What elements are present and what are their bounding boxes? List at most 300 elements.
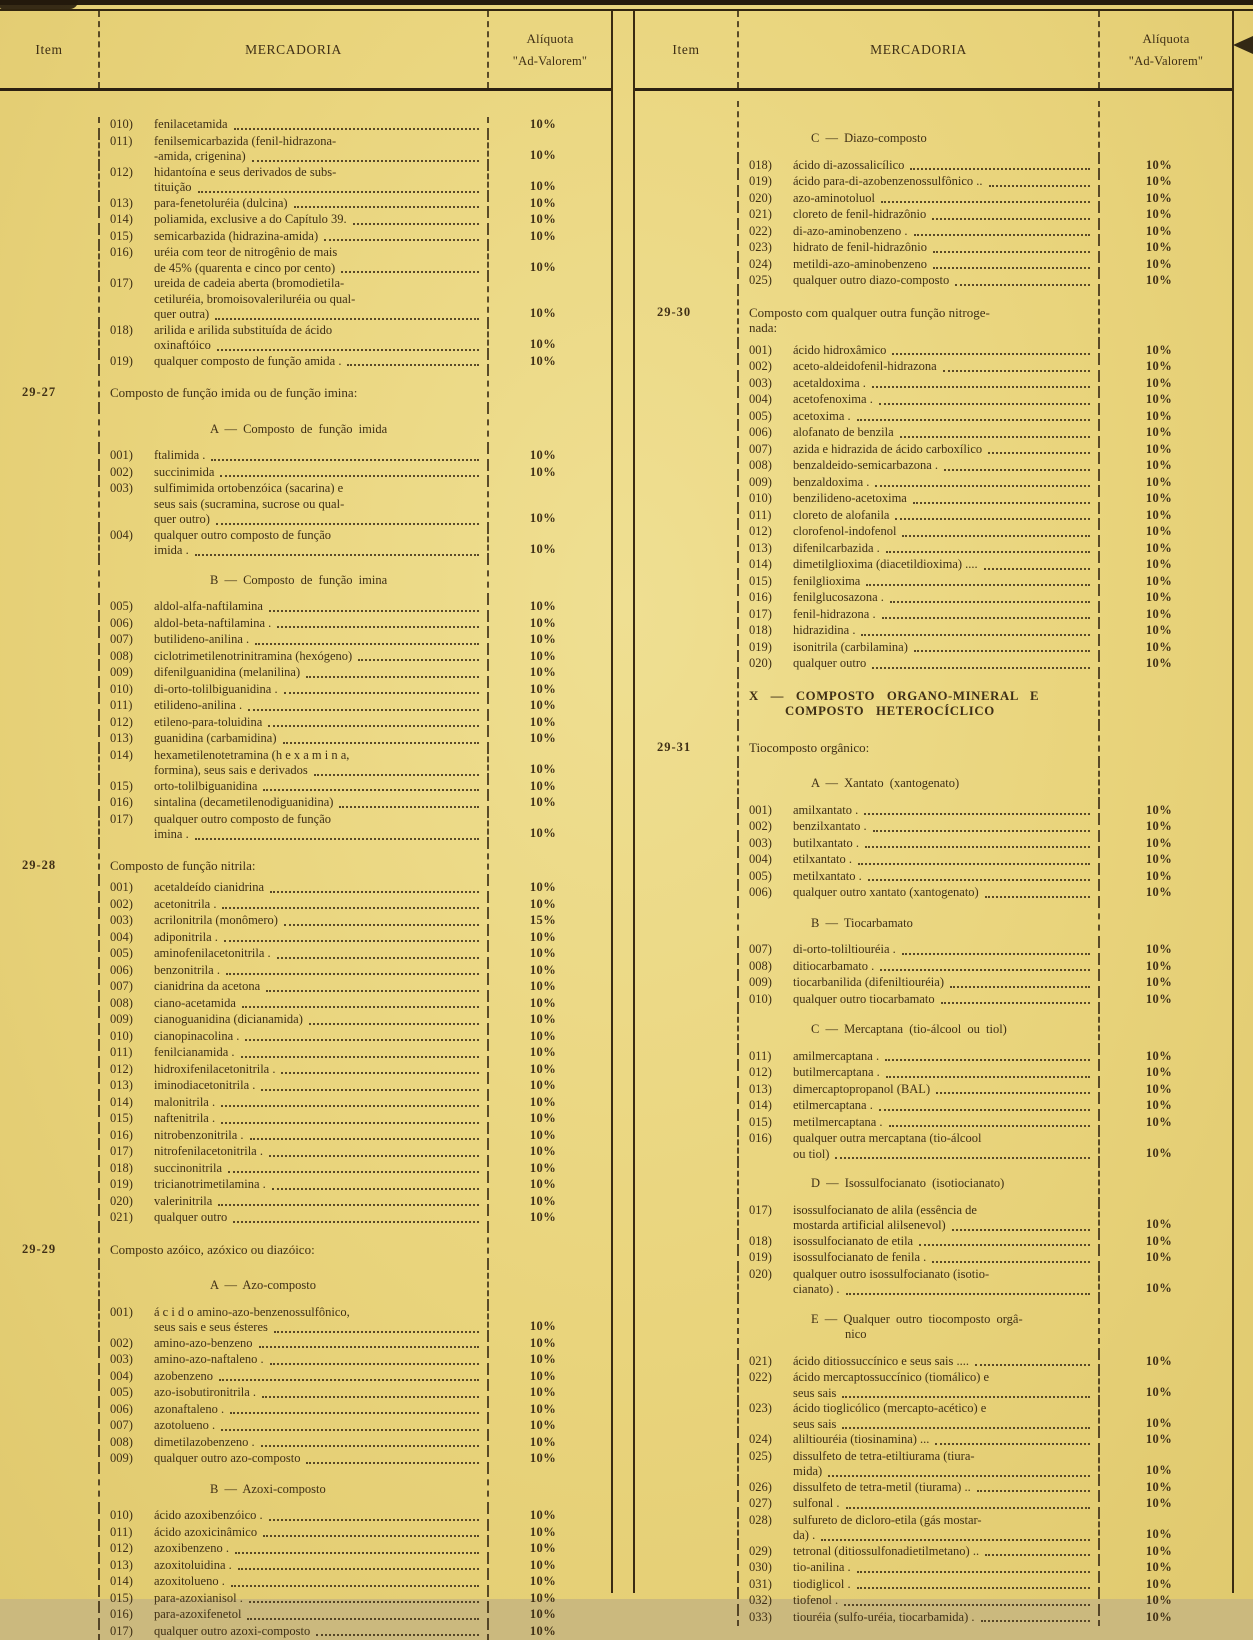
mercadoria-cell — [100, 559, 489, 600]
entry-line-text: dimetilglioxima (diacetildioxima) .... — [793, 557, 978, 573]
rate-cell — [489, 323, 611, 354]
dot-leader — [885, 1059, 1090, 1061]
rate-cell — [1100, 1049, 1232, 1066]
table-entry — [110, 1558, 481, 1574]
item-code-cell — [0, 649, 100, 666]
rate-value: 10% — [1146, 257, 1172, 273]
entry-line-text: isossulfocianato de etila — [793, 1234, 913, 1250]
item-code-cell — [635, 359, 739, 376]
entry-line-text: aliltiouréia (tiosinamina) ... — [793, 1432, 929, 1448]
table-entry — [749, 1449, 1092, 1480]
item-code-cell — [0, 1336, 100, 1353]
item-code-cell — [0, 1385, 100, 1402]
entry-text — [793, 869, 1092, 885]
table-row — [635, 1049, 1232, 1066]
entry-code: 020) — [749, 191, 793, 207]
table-entry — [110, 682, 481, 698]
table-row — [0, 632, 611, 649]
rate-value: 10% — [1146, 975, 1172, 991]
rate-cell — [1100, 1065, 1232, 1082]
mercadoria-cell — [739, 1098, 1100, 1115]
entry-line — [793, 425, 1092, 441]
entry-code: 002) — [749, 359, 793, 375]
mercadoria-cell — [100, 196, 489, 213]
entry-line — [154, 1369, 481, 1385]
table-entry — [110, 323, 481, 354]
entry-text — [154, 1574, 481, 1590]
entry-text — [154, 812, 481, 843]
dot-leader — [269, 1155, 479, 1157]
rate-value: 10% — [1146, 640, 1172, 656]
entry-line-text: fenil-hidrazona . — [793, 607, 876, 623]
entry-line-text: aceto-aldeidofenil-hidrazona — [793, 359, 937, 375]
rate-value: 10% — [530, 1210, 556, 1226]
item-code-cell — [0, 1624, 100, 1640]
section-title: Composto de função nitrila: — [110, 858, 481, 874]
table-entry — [749, 1098, 1092, 1114]
table-row — [635, 1496, 1232, 1513]
dot-leader — [272, 1188, 479, 1190]
entry-code: 008) — [110, 649, 154, 665]
rate-cell — [1100, 392, 1232, 409]
entry-line-text: cianopinacolina . — [154, 1029, 239, 1045]
dot-leader — [861, 634, 1090, 636]
table-entry — [110, 1435, 481, 1451]
entry-text — [154, 731, 481, 747]
entry-line — [154, 1624, 481, 1640]
dot-leader — [262, 1396, 479, 1398]
mercadoria-cell — [100, 665, 489, 682]
mercadoria-cell — [739, 458, 1100, 475]
entry-line-text: isossulfocianato de fenila . — [793, 1250, 926, 1266]
dot-leader — [198, 191, 480, 193]
mercadoria-cell — [739, 1234, 1100, 1251]
rate-value: 10% — [530, 1574, 556, 1590]
entry-code: 033) — [749, 1610, 793, 1626]
entry-text — [154, 779, 481, 795]
table-row — [0, 1435, 611, 1452]
entry-code: 016) — [110, 1128, 154, 1144]
entry-code: 015) — [110, 779, 154, 795]
dot-leader — [339, 806, 479, 808]
entry-text — [793, 1544, 1092, 1560]
entry-text — [793, 191, 1092, 207]
entry-line-text: fenilcianamida . — [154, 1045, 235, 1061]
table-entry — [110, 1352, 481, 1368]
entry-line-text: butilxantato . — [793, 836, 859, 852]
mercadoria-cell — [739, 392, 1100, 409]
dot-leader — [284, 692, 479, 694]
entry-code: 014) — [110, 1574, 154, 1590]
subheading-row — [0, 559, 611, 600]
entry-line-text: etilxantato . — [793, 852, 852, 868]
entry-code: 015) — [749, 574, 793, 590]
item-code-cell — [0, 528, 100, 559]
mercadoria-cell — [100, 1574, 489, 1591]
rate-value: 10% — [1146, 803, 1172, 819]
mercadoria-cell — [739, 942, 1100, 959]
entry-text — [793, 1370, 1092, 1401]
table-row — [0, 1305, 611, 1336]
entry-line — [793, 343, 1092, 359]
dot-leader — [857, 1571, 1090, 1573]
rate-cell — [1100, 240, 1232, 257]
table-entry — [749, 885, 1092, 901]
entry-text — [793, 836, 1092, 852]
entry-code: 009) — [110, 1451, 154, 1467]
rate-value: 10% — [530, 212, 556, 228]
entry-line — [793, 1082, 1092, 1098]
entry-line — [793, 942, 1092, 958]
table-body — [635, 91, 1232, 1626]
entry-text — [154, 1194, 481, 1210]
entry-line-text: amilxantato . — [793, 803, 858, 819]
rate-cell — [489, 370, 611, 408]
subheading-text: B — Azoxi-composto — [110, 1482, 481, 1498]
dot-leader — [919, 1244, 1090, 1246]
entry-line — [154, 512, 481, 528]
entry-code: 008) — [110, 996, 154, 1012]
dot-leader — [277, 957, 479, 959]
rate-value: 10% — [530, 1095, 556, 1111]
mercadoria-cell — [739, 273, 1100, 290]
table-row — [0, 963, 611, 980]
entry-line-text: para-azoxifenetol — [154, 1607, 241, 1623]
entry-text — [793, 607, 1092, 623]
entry-text — [154, 632, 481, 648]
table-row — [0, 165, 611, 196]
table-row — [0, 682, 611, 699]
table-entry — [749, 508, 1092, 524]
dot-leader — [886, 1076, 1090, 1078]
item-code-cell — [0, 448, 100, 465]
rate-cell — [489, 134, 611, 165]
section-title: Composto azóico, azóxico ou diazóico: — [110, 1242, 481, 1258]
entry-line — [793, 409, 1092, 425]
item-code-cell — [0, 408, 100, 449]
dot-leader — [984, 568, 1090, 570]
entry-line — [793, 442, 1092, 458]
mercadoria-cell — [100, 1336, 489, 1353]
rate-value: 10% — [1146, 425, 1172, 441]
entry-text — [154, 1352, 481, 1368]
table-entry — [749, 1065, 1092, 1081]
rate-cell — [1100, 1008, 1232, 1049]
entry-code: 018) — [110, 323, 154, 354]
rate-value: 10% — [1146, 207, 1172, 223]
mercadoria-cell — [739, 819, 1100, 836]
entry-text — [154, 448, 481, 464]
table-entry — [110, 245, 481, 276]
dot-leader — [222, 907, 479, 909]
entry-text — [793, 590, 1092, 606]
rate-value: 10% — [1146, 656, 1172, 672]
dot-leader — [872, 667, 1090, 669]
dot-leader — [846, 1293, 1090, 1295]
entry-line — [793, 508, 1092, 524]
entry-line — [154, 715, 481, 731]
entry-code: 013) — [749, 541, 793, 557]
entry-text — [154, 117, 481, 133]
rate-value: 10% — [530, 826, 556, 842]
rate-value: 10% — [530, 880, 556, 896]
item-code-cell — [635, 1298, 739, 1354]
mercadoria-cell — [739, 1401, 1100, 1432]
dot-leader — [294, 206, 479, 208]
dot-leader — [975, 1364, 1090, 1366]
entry-text — [793, 409, 1092, 425]
item-code-cell — [0, 1451, 100, 1468]
entry-line — [154, 276, 481, 292]
item-code-cell — [0, 963, 100, 980]
item-code-cell — [0, 1264, 100, 1305]
entry-text — [793, 1049, 1092, 1065]
table-entry — [110, 448, 481, 464]
table-entry — [749, 836, 1092, 852]
item-code-cell — [0, 1062, 100, 1079]
entry-line-text: mida) — [793, 1464, 822, 1480]
table-entry — [749, 819, 1092, 835]
rate-cell — [489, 779, 611, 796]
entry-text — [154, 963, 481, 979]
rate-cell — [1100, 836, 1232, 853]
entry-code: 005) — [110, 1385, 154, 1401]
entry-code: 022) — [749, 224, 793, 240]
rate-cell — [489, 1607, 611, 1624]
entry-line — [154, 497, 481, 513]
entry-line-text: sulfureto de dicloro-etila (gás mostar- — [793, 1513, 982, 1529]
rate-cell — [1100, 725, 1232, 763]
item-code-cell — [635, 836, 739, 853]
rate-cell — [489, 481, 611, 528]
table-entry — [749, 475, 1092, 491]
entry-line-text: di-azo-aminobenzeno . — [793, 224, 908, 240]
entry-code: 020) — [749, 656, 793, 672]
entry-line — [154, 1177, 481, 1193]
entry-line-text: fenilglucosazona . — [793, 590, 884, 606]
table-row — [635, 1544, 1232, 1561]
table-row — [0, 1095, 611, 1112]
rate-cell — [1100, 158, 1232, 175]
item-code-cell — [635, 656, 739, 673]
table-entry — [749, 607, 1092, 623]
entry-line — [154, 1320, 481, 1336]
item-code-cell — [635, 392, 739, 409]
entry-line — [154, 149, 481, 165]
entry-code: 019) — [110, 1177, 154, 1193]
entry-line-text: isonitrila (carbilamina) — [793, 640, 908, 656]
rate-value: 10% — [1146, 392, 1172, 408]
entry-text — [793, 1131, 1092, 1162]
entry-text — [154, 1012, 481, 1028]
rate-cell — [489, 1111, 611, 1128]
entry-code: 012) — [110, 1541, 154, 1557]
entry-text — [793, 273, 1092, 289]
item-code-cell — [0, 1144, 100, 1161]
entry-line — [154, 1210, 481, 1226]
item-code-cell — [635, 1610, 739, 1627]
entry-text — [154, 1161, 481, 1177]
entry-line — [793, 819, 1092, 835]
dot-leader — [249, 1601, 479, 1603]
entry-text — [793, 574, 1092, 590]
entry-line-text: tituição — [154, 180, 192, 196]
entry-line — [793, 1267, 1092, 1283]
entry-code: 008) — [749, 959, 793, 975]
table-row — [635, 1513, 1232, 1544]
item-code-cell — [635, 508, 739, 525]
rate-value: 10% — [1146, 1146, 1172, 1162]
dot-leader — [881, 201, 1090, 203]
dot-leader — [943, 370, 1090, 372]
mercadoria-cell — [739, 725, 1100, 763]
rate-value: 10% — [530, 542, 556, 558]
dot-leader — [900, 436, 1090, 438]
rate-value: 10% — [530, 682, 556, 698]
group-heading-text: COMPOSTO HETEROCÍCLICO — [749, 704, 1092, 720]
table-row — [635, 458, 1232, 475]
rate-value: 10% — [1146, 224, 1172, 240]
rate-cell — [1100, 207, 1232, 224]
table-row — [0, 1508, 611, 1525]
entry-line-text: qualquer outro composto de função — [154, 812, 331, 828]
entry-line — [154, 1574, 481, 1590]
dot-leader — [247, 1618, 479, 1620]
dot-leader — [235, 1552, 479, 1554]
rate-cell — [1100, 1577, 1232, 1594]
entry-code: 032) — [749, 1593, 793, 1609]
entry-text — [793, 541, 1092, 557]
entry-line — [154, 1435, 481, 1451]
dot-leader — [989, 185, 1090, 187]
item-code-cell — [0, 1541, 100, 1558]
rate-value: 10% — [1146, 409, 1172, 425]
dot-leader — [952, 1229, 1090, 1231]
entry-line-text: metildi-azo-aminobenzeno — [793, 257, 927, 273]
rate-value: 10% — [1146, 1049, 1172, 1065]
table-entry — [110, 599, 481, 615]
rate-value: 10% — [530, 1045, 556, 1061]
item-code-cell — [0, 1194, 100, 1211]
mercadoria-cell — [739, 425, 1100, 442]
entry-code: 012) — [110, 715, 154, 731]
rate-cell — [1100, 1098, 1232, 1115]
rate-cell — [489, 1402, 611, 1419]
rate-cell — [1100, 1203, 1232, 1234]
rate-value: 10% — [1146, 1217, 1172, 1233]
entry-text — [793, 1065, 1092, 1081]
entry-line — [154, 913, 481, 929]
table-header — [635, 11, 1232, 91]
item-code-cell — [0, 843, 100, 881]
table-row — [635, 359, 1232, 376]
item-code-cell — [635, 425, 739, 442]
entry-text — [154, 897, 481, 913]
mercadoria-cell — [739, 1049, 1100, 1066]
table-entry — [110, 1418, 481, 1434]
table-row — [635, 1577, 1232, 1594]
item-code-cell — [0, 1012, 100, 1029]
entry-line-text: ácido para-di-azobenzenossulfônico .. — [793, 174, 983, 190]
entry-line — [154, 682, 481, 698]
entry-text — [154, 599, 481, 615]
rate-cell — [489, 632, 611, 649]
mercadoria-cell — [100, 1541, 489, 1558]
item-code-cell — [635, 762, 739, 803]
table-entry — [110, 1111, 481, 1127]
item-code-cell — [0, 1177, 100, 1194]
mercadoria-cell — [100, 1607, 489, 1624]
table-entry — [110, 632, 481, 648]
entry-line — [793, 1480, 1092, 1496]
mercadoria-cell — [100, 1012, 489, 1029]
item-code-cell — [0, 1468, 100, 1509]
mercadoria-cell — [100, 1078, 489, 1095]
entry-line — [154, 307, 481, 323]
entry-text — [793, 1115, 1092, 1131]
table-entry — [749, 240, 1092, 256]
entry-text — [793, 640, 1092, 656]
rate-cell — [489, 930, 611, 947]
mercadoria-cell — [739, 656, 1100, 673]
item-code-cell — [0, 812, 100, 843]
mercadoria-cell — [739, 101, 1100, 158]
table-row — [635, 607, 1232, 624]
rate-cell — [489, 528, 611, 559]
item-code-cell — [635, 869, 739, 886]
entry-text — [154, 698, 481, 714]
table-row — [0, 1194, 611, 1211]
mercadoria-cell — [739, 836, 1100, 853]
entry-line-text: seus sais — [793, 1417, 836, 1433]
entry-line-text: hidrazidina . — [793, 623, 855, 639]
entry-text — [154, 1525, 481, 1541]
rate-value: 10% — [530, 354, 556, 370]
table-entry — [749, 174, 1092, 190]
entry-line — [793, 1203, 1092, 1219]
entry-line — [154, 338, 481, 354]
entry-text — [154, 1435, 481, 1451]
rate-cell — [1100, 224, 1232, 241]
entry-text — [793, 557, 1092, 573]
item-code-cell — [635, 1560, 739, 1577]
table-row — [635, 959, 1232, 976]
entry-code: 011) — [749, 1049, 793, 1065]
table-row — [635, 191, 1232, 208]
dot-leader — [890, 601, 1090, 603]
dot-leader — [216, 523, 479, 525]
entry-line-text: di-orto-tolilbiguanidina . — [154, 682, 278, 698]
mercadoria-cell — [739, 1131, 1100, 1162]
entry-line-text: naftenitrila . — [154, 1111, 215, 1127]
rate-cell — [489, 1012, 611, 1029]
entry-line — [154, 963, 481, 979]
entry-line — [154, 632, 481, 648]
dot-leader — [902, 535, 1090, 537]
rate-value: 10% — [1146, 1250, 1172, 1266]
entry-line-text: arilida e arilida substituída de ácido — [154, 323, 332, 339]
col-header-mercadoria: MERCADORIA — [100, 11, 489, 88]
table-row — [0, 1144, 611, 1161]
rate-cell — [1100, 1610, 1232, 1627]
subheading-text: B — Tiocarbamato — [749, 916, 1092, 932]
mercadoria-cell — [739, 1449, 1100, 1480]
entry-code: 006) — [110, 963, 154, 979]
mercadoria-cell — [100, 748, 489, 779]
table-entry — [110, 698, 481, 714]
rate-value: 10% — [530, 1624, 556, 1640]
mercadoria-cell — [739, 1370, 1100, 1401]
